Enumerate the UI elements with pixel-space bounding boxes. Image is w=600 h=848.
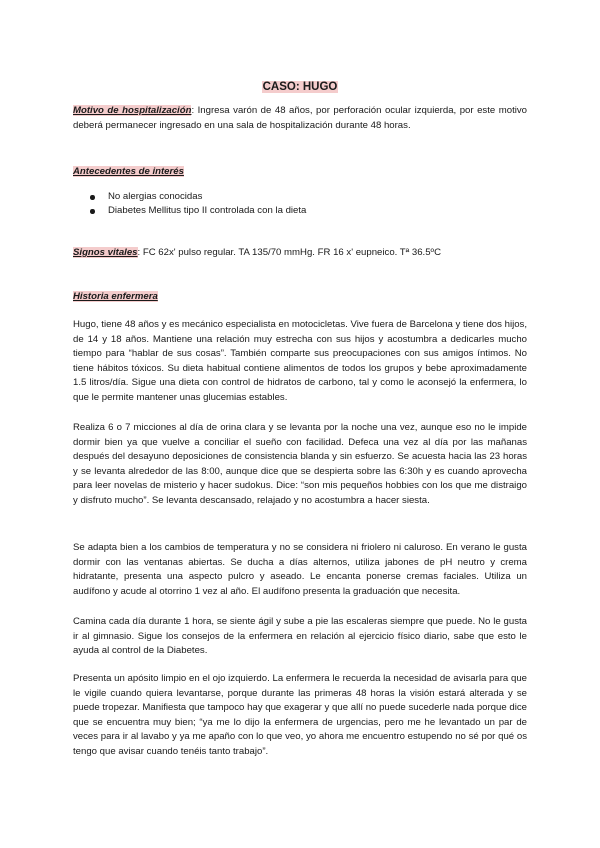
list-item-text: Diabetes Mellitus tipo II controlada con la dieta: [108, 205, 307, 217]
historia-paragraph-2: Realiza 6 o 7 micciones al día de orina clara y se levanta por la noche una vez, aunque eso no le impide dormir bien ya que vuelve a conciliar el sueño con facilidad. Defeca una vez al día por las mañanas después del desayuno deposiciones de consistencia blanda y sin esfuerzo. Se acuesta hacia las 23 horas y se levanta alrededor de las 8:00, aunque dice que se despierta sobre las 6:30h y es cuando aprovecha para leer novelas de misterio y hacer sudokus. Dice: “son mis pequeños hobbies con los que me distraigo y disfruto mucho”. Se levanta descansado, relajado y no acostumbra a hacer siesta.: [73, 422, 527, 506]
signos-text: : FC 62x' pulso regular. TA 135/70 mmHg. FR 16 x' eupneico. Tª 36.5ºC: [137, 247, 441, 258]
historia-heading: [73, 290, 527, 305]
signos-section: [73, 246, 527, 261]
bullet-icon: [90, 209, 95, 214]
signos-label: Signos vitales: [73, 247, 138, 258]
motivo-label: Motivo de hospitalización: [73, 105, 192, 116]
title-text: CASO: HUGO: [262, 81, 338, 93]
antecedentes-heading: [73, 165, 527, 180]
list-item: [73, 204, 527, 218]
historia-label: Historia enfermera: [73, 291, 158, 302]
motivo-text: : Ingresa varón de 48 años, por perforación ocular izquierda, por este motivo deberá permanecer ingresado en una sala de hospitalización durante 48 horas.: [73, 105, 528, 131]
bullet-icon: [90, 195, 95, 200]
motivo-section: [73, 104, 527, 133]
document-title: [0, 80, 600, 94]
list-item-text: No alergias conocidas: [108, 191, 203, 202]
antecedentes-list: [73, 190, 527, 219]
historia-paragraph-3: Se adapta bien a los cambios de temperatura y no se considera ni friolero ni caluroso. En verano le gusta dormir con las ventanas abiertas. Se ducha a días alternos, utiliza jabones de pH neutro y crema hidratante, presenta una aspecto pulcro y aseado. Le encanta ponerse cremas faciales. Utiliza un audífono y acude al otorrino 1 vez al año. El audífono presenta la graduación que necesita.: [73, 542, 527, 597]
historia-paragraph-5: Presenta un apósito limpio en el ojo izquierdo. La enfermera le recuerda la necesidad de avisarla para que le vigile cuando quiera levantarse, porque durante las primeras 48 horas la visión estará alterada y se puede tropezar. Manifiesta que tampoco hay que exagerar y que allí no puede sucederle nada porque dice que se encuentra muy bien; “ya me lo dijo la enfermera de urgencias, pero me he levantado un par de veces para ir al lavabo y ya me apaño con lo que veo, yo ahora me encuentro estupendo no sé por qué os tengo que avisar cuando tenéis tanto trabajo”.: [73, 673, 527, 757]
antecedentes-label: Antecedentes de interés: [73, 166, 184, 177]
historia-paragraph-1: Hugo, tiene 48 años y es mecánico especialista en motocicletas. Vive fuera de Barcelona y tiene dos hijos, de 14 y 18 años. Mantiene una relación muy estrecha con sus hijos y acostumbra a dedicarles mucho tiempo para “hablar de sus cosas”. También comparte sus preocupaciones con sus amigos íntimos. No tiene hábitos tóxicos. Su dieta habitual contiene alimentos de todos los grupos y bebe aproximadamente 1.5 litros/día. Sigue una dieta con control de hidratos de carbono, tal y como le aconsejó la enfermera, lo que le permite mantener unas glucemias estables.: [73, 319, 527, 403]
list-item: [73, 190, 527, 204]
historia-paragraph-4: Camina cada día durante 1 hora, se siente ágil y sube a pie las escaleras siempre que puede. No le gusta ir al gimnasio. Sigue los consejos de la enfermera en relación al ejercicio físico diario, sabe que esto le ayuda al control de la Diabetes.: [73, 616, 527, 657]
